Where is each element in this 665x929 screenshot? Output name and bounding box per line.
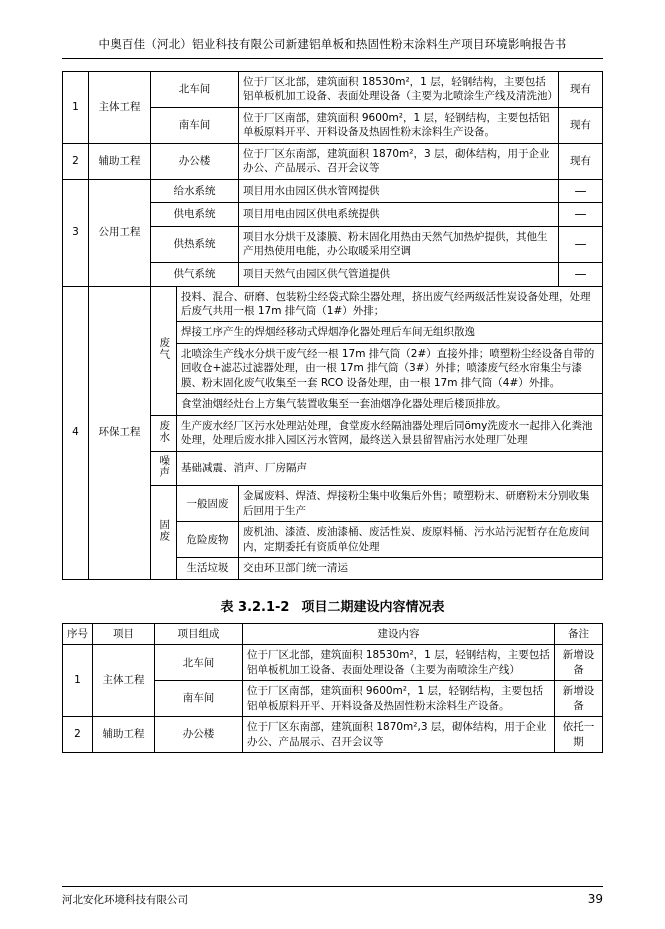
cell-no: 3 (63, 179, 89, 286)
cell-group-label (151, 451, 177, 485)
table-phase-one (62, 71, 603, 580)
group-label-text: 噪声 (158, 454, 171, 478)
cell-content: 位于厂区东南部，建筑面积 1870m²，3 层，砌体结构，用于企业办公、产品展示、召开会议等 (239, 143, 559, 179)
cell-project: 公用工程 (89, 179, 151, 286)
document-header-title: 中奥百佳（河北）铝业科技有限公司新建铝单板和热固性粉末涂料生产项目环境影响报告书 (98, 37, 567, 51)
table-header-row (63, 623, 603, 644)
cell-content: 位于厂区北部，建筑面积 18530m²，1 层，轻钢结构，主要包括铝单板机加工设备、表面处理设备（主要为南喷涂生产线） (243, 645, 555, 681)
table-phase-two (62, 623, 603, 753)
cell-content: 北喷涂生产线水分烘干废气经一根 17m 排气筒（2#）直接外排；喷塑粉尘经设备自带的回收仓+滤芯过滤器处理，由一根 17m 排气筒（3#）外排；喷漆废气经水帘集尘与漆膜、粉末固化废气收集至一套 RCO 设备处理，由一根 17m 排气筒（4#）外排。 (177, 343, 603, 393)
cell-content: 交由环卫部门统一清运 (239, 558, 603, 579)
cell-content: 废机油、漆渣、废油漆桶、废活性炭、废原料桶、污水站污泥暂存在危废间内，定期委托有资质单位处理 (239, 522, 603, 558)
cell-content: 位于厂区南部，建筑面积 9600m²，1 层，轻钢结构，主要包括铝单板原料开平、开料设备及热固性粉末涂料生产设备。 (239, 107, 559, 143)
cell-component: 南车间 (155, 681, 243, 717)
table2-caption-text: 项目二期建设内容情况表 (301, 599, 445, 615)
col-header-project: 项目 (93, 623, 155, 644)
cell-component: 供气系统 (151, 262, 239, 286)
cell-remark: 新增设备 (555, 645, 603, 681)
cell-remark: — (559, 179, 603, 203)
cell-component: 北车间 (151, 72, 239, 108)
cell-no: 2 (63, 143, 89, 179)
cell-remark: 现有 (559, 72, 603, 108)
cell-no: 4 (63, 286, 89, 579)
cell-content: 项目用电由园区供电系统提供 (239, 203, 559, 227)
cell-remark: — (559, 227, 603, 263)
cell-component: 办公楼 (155, 717, 243, 753)
cell-component: 供热系统 (151, 227, 239, 263)
cell-no: 1 (63, 72, 89, 144)
cell-content: 位于厂区北部，建筑面积 18530m²，1 层，轻钢结构，主要包括铝单板机加工设备、表面处理设备（主要为北喷涂生产线及清洗池） (239, 72, 559, 108)
cell-group-label (151, 486, 177, 579)
cell-subgroup-label: 生活垃圾 (177, 558, 239, 579)
col-header-component: 项目组成 (155, 623, 243, 644)
cell-remark: — (559, 203, 603, 227)
table-row (63, 286, 603, 322)
cell-remark: 现有 (559, 107, 603, 143)
group-label-text: 废水 (158, 419, 171, 443)
cell-project: 主体工程 (89, 72, 151, 144)
cell-content: 项目水分烘干及漆膜、粉末固化用热由天然气加热炉提供，其他生产用热使用电能，办公取暖采用空调 (239, 227, 559, 263)
col-header-remark: 备注 (555, 623, 603, 644)
table-row (63, 143, 603, 179)
table-row (63, 717, 603, 753)
page-footer (0, 886, 665, 907)
cell-subgroup-label: 危险废物 (177, 522, 239, 558)
cell-group-label (151, 415, 177, 451)
table-row (63, 645, 603, 681)
cell-content: 生产废水经厂区污水处理站处理，食堂废水经隔油器处理后同ömy洗废水一起排入化粪池处理，处理后废水排入园区污水管网，最终送入景县留智庙污水处理厂处理 (177, 415, 603, 451)
footer-company: 河北安化环境科技有限公司 (62, 894, 188, 906)
cell-remark: 依托一期 (555, 717, 603, 753)
cell-component: 给水系统 (151, 179, 239, 203)
cell-content: 焊接工序产生的焊烟经移动式焊烟净化器处理后车间无组织散逸 (177, 322, 603, 343)
col-header-no: 序号 (63, 623, 93, 644)
group-label-text: 废气 (158, 336, 171, 360)
table-row (63, 179, 603, 203)
cell-remark: 新增设备 (555, 681, 603, 717)
cell-project: 辅助工程 (93, 717, 155, 753)
table-row (63, 72, 603, 108)
cell-remark: — (559, 262, 603, 286)
cell-project: 环保工程 (89, 286, 151, 579)
cell-content: 项目天然气由园区供气管道提供 (239, 262, 559, 286)
cell-subgroup-label: 一般固废 (177, 486, 239, 522)
cell-project: 主体工程 (93, 645, 155, 717)
table2-caption-number: 表 3.2.1-2 (220, 599, 290, 615)
cell-content: 项目用水由园区供水管网提供 (239, 179, 559, 203)
table2-caption (62, 596, 603, 615)
cell-component: 北车间 (155, 645, 243, 681)
footer-page-number: 39 (587, 892, 603, 906)
cell-content: 食堂油烟经灶台上方集气装置收集至一套油烟净化器处理后楼顶排放。 (177, 394, 603, 415)
footer-divider (62, 886, 603, 887)
cell-no: 1 (63, 645, 93, 717)
cell-content: 金属废料、焊渣、焊接粉尘集中收集后外售；喷塑粉末、研磨粉末分别收集后回用于生产 (239, 486, 603, 522)
col-header-content: 建设内容 (243, 623, 555, 644)
cell-content: 位于厂区南部，建筑面积 9600m²，1 层，轻钢结构，主要包括铝单板原料开平、开料设备及热固性粉末涂料生产设备。 (243, 681, 555, 717)
cell-project: 辅助工程 (89, 143, 151, 179)
cell-content: 位于厂区东南部，建筑面积 1870m²,3 层，砌体结构，用于企业办公、产品展示、召开会议等 (243, 717, 555, 753)
cell-component: 办公楼 (151, 143, 239, 179)
group-label-text: 固废 (158, 518, 171, 542)
cell-content: 投料、混合、研磨、包装粉尘经袋式除尘器处理，挤出废气经两级活性炭设备处理，处理后废气共用一根 17m 排气筒（1#）外排； (177, 286, 603, 322)
cell-group-label (151, 286, 177, 415)
cell-component: 供电系统 (151, 203, 239, 227)
header-divider (62, 58, 603, 59)
cell-component: 南车间 (151, 107, 239, 143)
cell-no: 2 (63, 717, 93, 753)
cell-content: 基础减震、消声、厂房隔声 (177, 451, 603, 485)
cell-remark: 现有 (559, 143, 603, 179)
